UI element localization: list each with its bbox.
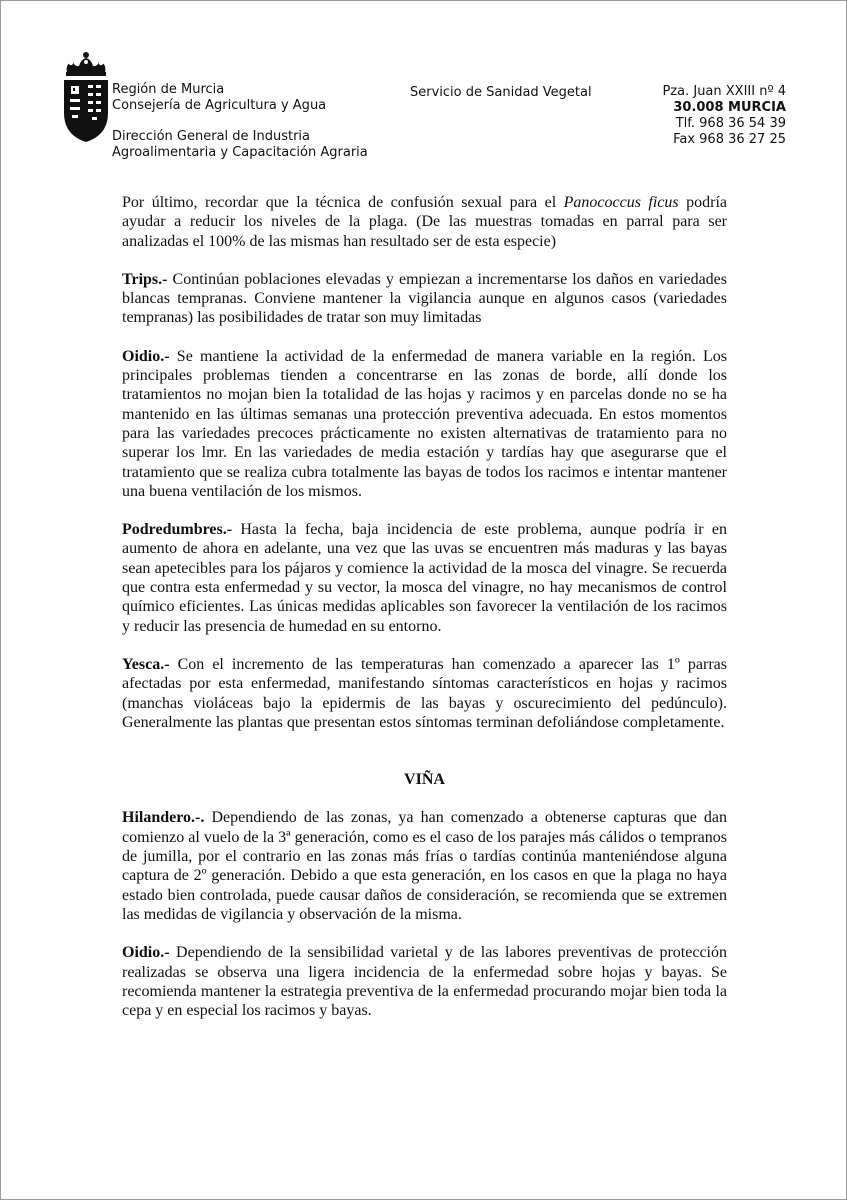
address-phone: Tlf. 968 36 54 39 (675, 116, 786, 131)
address-city: 30.008 MURCIA (673, 100, 786, 115)
paragraph-hilandero: Hilandero.-. Dependiendo de las zonas, ya han comenzado a obtenerse capturas que dan comienzo al vuelo de la 3ª generación, como es el caso de los parajes más cálidos o tempranos de jumilla, por el contrario en las zonas más frías o tardías continúa manteniéndose alguna captura de 2º generación. Debido a que esta generación, en los casos en que la plaga no haya estado bien controlada, puede causar daños de consideración, se recomienda que se extremen las medidas de vigilancia y observación de la misma. (122, 809, 727, 923)
section-heading-vina: VIÑA (404, 771, 445, 789)
paragraph-oidio: Oidio.- Se mantiene la actividad de la enfermedad de manera variable en la región. Los principales problemas tienden a concentrarse en las zonas de borde, allí donde los tratamientos no mojan bien la totalidad de las hojas y racimos y en parcelas donde no se ha mantenido en las últimas semanas una protección preventiva adecuada. En estos momentos para las variedades precoces prácticamente no existen alternativas de tratamiento para no superar los lmr. En las variedades de media estación y tardías hay que asegurarse que el tratamiento que se realiza cubra totalmente las bayas de todos los racimos e intentar mantener una buena ventilación de los mismos. (122, 347, 727, 500)
label-hilandero: Hilandero.-. (122, 809, 205, 827)
label-oidio: Oidio.- (122, 347, 170, 365)
paragraph-podredumbres: Podredumbres.- Hasta la fecha, baja incidencia de este problema, aunque podría ir en aumento de ahora en adelante, una vez que las uvas se encuentren más maduras y las bayas sean apetecibles para los pájaros y comience la actividad de la mosca del vinagre. Se recuerda que contra esta enfermedad y su vector, la mosca del vinagre, no hay mecanismos de control químico eficientes. Las únicas medidas aplicables son favorecer la ventilación de los racimos y reducir las presencia de humedad en su entorno. (122, 521, 727, 635)
paragraph-oidio-vina: Oidio.- Dependiendo de la sensibilidad varietal y de las labores preventivas de protección realizadas se observa una ligera incidencia de la enfermedad sobre hojas y bayas. Se recomienda mantener la estrategia preventiva de la enfermedad procurando mojar bien toda la cepa y en especial los racimos y bayas. (122, 944, 727, 1020)
org-department: Consejería de Agricultura y Agua (112, 98, 327, 113)
label-trips: Trips.- (122, 270, 168, 288)
organization-name (112, 82, 326, 114)
directorate-name (112, 129, 368, 161)
org-region: Región de Murcia (112, 82, 225, 97)
species-name: Panococcus ficus (563, 194, 679, 211)
address-street: Pza. Juan XXIII nº 4 (662, 84, 786, 99)
contact-address (601, 84, 786, 148)
paragraph-intro: Por último, recordar que la técnica de confusión sexual para el Panococcus ficus podría ayudar a reducir los niveles de la plaga. (De las muestras tomadas en parral para ser analizadas el 100% de las mismas han resultado ser de esta especie) (122, 194, 727, 250)
directorate-line-1: Dirección General de Industria (112, 129, 311, 144)
label-yesca: Yesca.- (122, 655, 170, 673)
directorate-line-2: Agroalimentaria y Capacitación Agraria (112, 145, 368, 160)
paragraph-trips: Trips.- Continúan poblaciones elevadas y empiezan a incrementarse los daños en variedades blancas tempranas. Conviene mantener la vigilancia aunque en algunos casos (variedades tempranas) las posibilidades de tratar son muy limitadas (122, 270, 727, 327)
region-murcia-crest-icon (61, 51, 111, 143)
service-name: Servicio de Sanidad Vegetal (410, 85, 592, 100)
paragraph-yesca: Yesca.- Con el incremento de las temperaturas han comenzado a aparecer las 1º parras afectadas por esta enfermedad, manifestando síntomas característicos en hojas y racimos (manchas violáceas bajo la epidermis de las bayas y oscurecimiento del pedúnculo). Generalmente las plantas que presentan estos síntomas terminan defoliándose completamente. (122, 655, 727, 731)
label-podredumbres: Podredumbres.- (122, 521, 233, 539)
address-fax: Fax 968 36 27 25 (673, 132, 786, 147)
label-oidio-vina: Oidio.- (122, 944, 170, 962)
document-body (122, 193, 727, 1039)
